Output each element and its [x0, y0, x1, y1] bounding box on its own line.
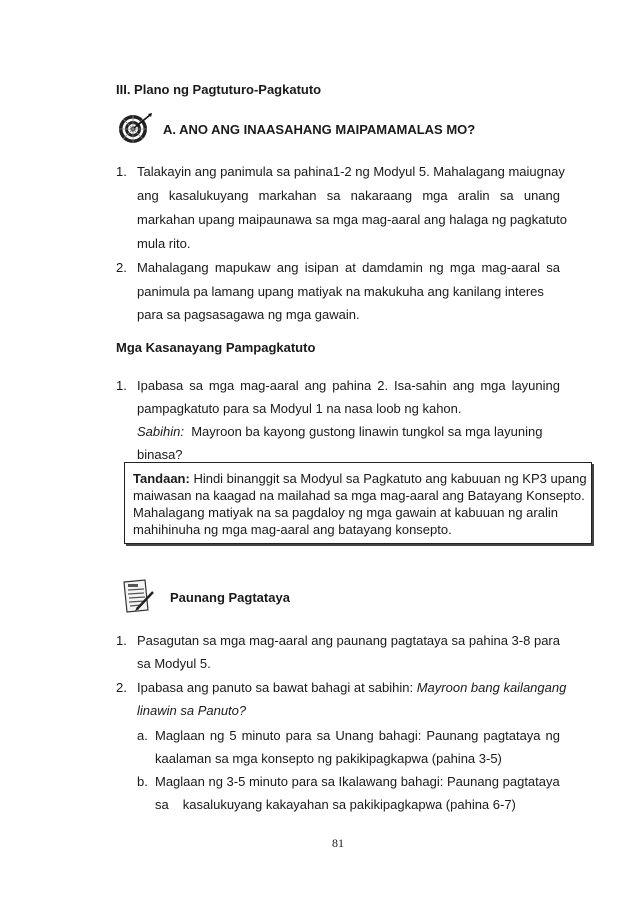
- tandaan-text: Hindi binanggit sa Modyul sa Pagkatuto ang kabuuan ng KP3 upang: [189, 471, 587, 486]
- tandaan-line: mahihinuha ng mga mag-aaral ang batayang konsepto.: [133, 522, 452, 537]
- text-line: Mahalagang mapukaw ang isipan at damdamin ng mga mag-aaral sa: [137, 260, 560, 275]
- italic-segment: Mayroon bang kailangang: [416, 680, 567, 695]
- sabihin-label: Sabihin:: [137, 424, 184, 439]
- text-line: Maglaan ng 3-5 minuto para sa Ikalawang bahagi: Paunang pagtataya: [155, 774, 560, 789]
- sabihin-line: [137, 424, 542, 439]
- text-segment: sa: [155, 797, 169, 812]
- tandaan-line: Mahalagang matiyak na sa pagdaloy ng mga gawain at kabuuan ng aralin: [133, 505, 558, 520]
- text-line: sa Modyul 5.: [137, 656, 211, 671]
- sabihin-text: Mayroon ba kayong gustong linawin tungkol sa mga layuning: [191, 424, 543, 439]
- paunang-heading: Paunang Pagtataya: [170, 590, 290, 605]
- page-number: 81: [332, 836, 344, 850]
- sublist-letter: b.: [137, 774, 148, 789]
- tandaan-label: Tandaan:: [133, 471, 190, 486]
- list-number: 2.: [116, 680, 127, 695]
- text-line: pampagkatuto para sa Modyul 1 na nasa loob ng kahon.: [137, 401, 462, 416]
- list-number: 1.: [116, 378, 127, 393]
- text-line: panimula pa lamang upang matiyak na makukuha ang kanilang interes: [137, 284, 544, 299]
- sublist-letter: a.: [137, 728, 148, 743]
- tandaan-line: maiwasan na kaagad na mailahad sa mga mag-aaral ang Batayang Konsepto.: [133, 488, 585, 503]
- text-line: Talakayin ang panimula sa pahina1-2 ng Modyul 5. Mahalagang maiugnay: [137, 164, 565, 179]
- text-line: kaalaman sa mga konsepto ng pakikipagkapwa (pahina 3-5): [155, 751, 502, 766]
- list-number: 1.: [116, 164, 127, 179]
- kasanayan-heading: Mga Kasanayang Pampagkatuto: [116, 340, 316, 355]
- text-line: binasa?: [137, 447, 183, 462]
- text-line: Ipabasa sa mga mag-aaral ang pahina 2. Isa-sahin ang mga layuning: [137, 378, 560, 393]
- text-segment: Ipabasa ang panuto sa bawat bahagi at sabihin:: [137, 680, 417, 695]
- text-line: [137, 680, 567, 695]
- quiz-paper-pencil-icon: [119, 578, 155, 614]
- tandaan-line: [133, 471, 587, 486]
- section-heading: III. Plano ng Pagtuturo-Pagkatuto: [116, 82, 322, 97]
- text-line: linawin sa Panuto?: [137, 703, 247, 718]
- dartboard-icon: [117, 112, 153, 144]
- text-line: Pasagutan sa mga mag-aaral ang paunang pagtataya sa pahina 3-8 para: [137, 633, 560, 648]
- text-line: markahan upang maipaunawa sa mga mag-aaral ang halaga ng pagkatuto: [137, 212, 568, 227]
- text-line: [155, 797, 516, 812]
- list-item: [137, 164, 565, 179]
- text-line: para sa pagsasagawa ng mga gawain.: [137, 307, 360, 322]
- text-line: mula rito.: [137, 236, 191, 251]
- list-number: 1.: [116, 633, 127, 648]
- subsection-heading: A. ANO ANG INAASAHANG MAIPAMAMALAS MO?: [163, 122, 476, 137]
- text-line: Maglaan ng 5 minuto para sa Unang bahagi: Paunang pagtataya ng: [155, 728, 560, 743]
- text-line: ang kasalukuyang markahan sa nakaraang mga aralin sa unang: [137, 188, 560, 203]
- text-segment: kasalukuyang kakayahan sa pakikipagkapwa (pahina 6-7): [182, 797, 516, 812]
- list-number: 2.: [116, 260, 127, 275]
